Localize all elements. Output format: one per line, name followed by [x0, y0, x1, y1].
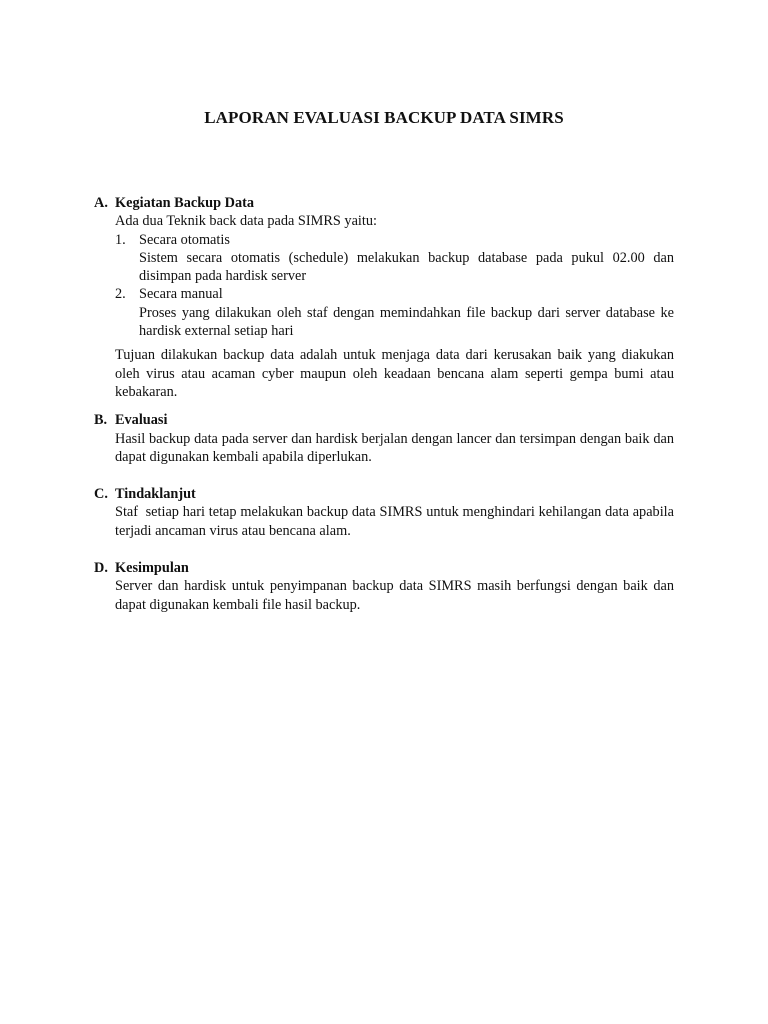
list-item	[115, 285, 674, 340]
section-a-intro: Ada dua Teknik back data pada SIMRS yaitu:	[115, 213, 377, 230]
list-item-label: Secara manual	[139, 286, 223, 303]
list-item-text: Sistem secara otomatis (schedule) melakukan backup database pada pukul 02.00 dan disimpan pada hardisk server	[139, 249, 674, 285]
backup-method-list	[115, 231, 674, 341]
document-body	[94, 194, 678, 614]
section-c-letter: C.	[94, 486, 108, 503]
section-c-heading: Tindaklanjut	[115, 486, 196, 503]
section-d-text: Server dan hardisk untuk penyimpanan backup data SIMRS masih berfungsi dengan baik dan dapat digunakan kembali file hasil backup.	[115, 578, 674, 613]
list-item-text: Proses yang dilakukan oleh staf dengan memindahkan file backup dari server database ke hardisk external setiap hari	[139, 304, 674, 340]
section-a-heading: Kegiatan Backup Data	[115, 195, 255, 211]
list-item-label: Secara otomatis	[139, 231, 230, 248]
list-item-number: 2.	[115, 286, 126, 303]
section-d	[94, 559, 674, 614]
document-title: LAPORAN EVALUASI BACKUP DATA SIMRS	[204, 108, 564, 127]
section-a	[94, 194, 674, 401]
section-d-heading: Kesimpulan	[115, 560, 189, 577]
list-item	[115, 231, 674, 286]
section-c-text: Staf setiap hari tetap melakukan backup data SIMRS untuk menghindari kehilangan data apabila terjadi ancaman virus atau bencana alam.	[115, 504, 678, 539]
section-d-letter: D.	[94, 560, 108, 577]
section-b-letter: B.	[94, 412, 108, 429]
section-b-text: Hasil backup data pada server dan hardisk berjalan dengan lancer dan tersimpan dengan baik dan dapat digunakan kembali apabila diperlukan.	[115, 430, 674, 465]
section-b	[94, 411, 674, 466]
section-a-letter: A.	[94, 195, 108, 211]
section-a-closing: Tujuan dilakukan backup data adalah untuk menjaga data dari kerusakan baik yang diakukan oleh virus atau acaman cyber maupun oleh keadaan bencana alam seperti gempa bumi atau kebakaran.	[115, 347, 674, 400]
section-c	[94, 485, 678, 540]
list-item-number: 1.	[115, 231, 126, 248]
section-b-heading: Evaluasi	[115, 412, 168, 429]
